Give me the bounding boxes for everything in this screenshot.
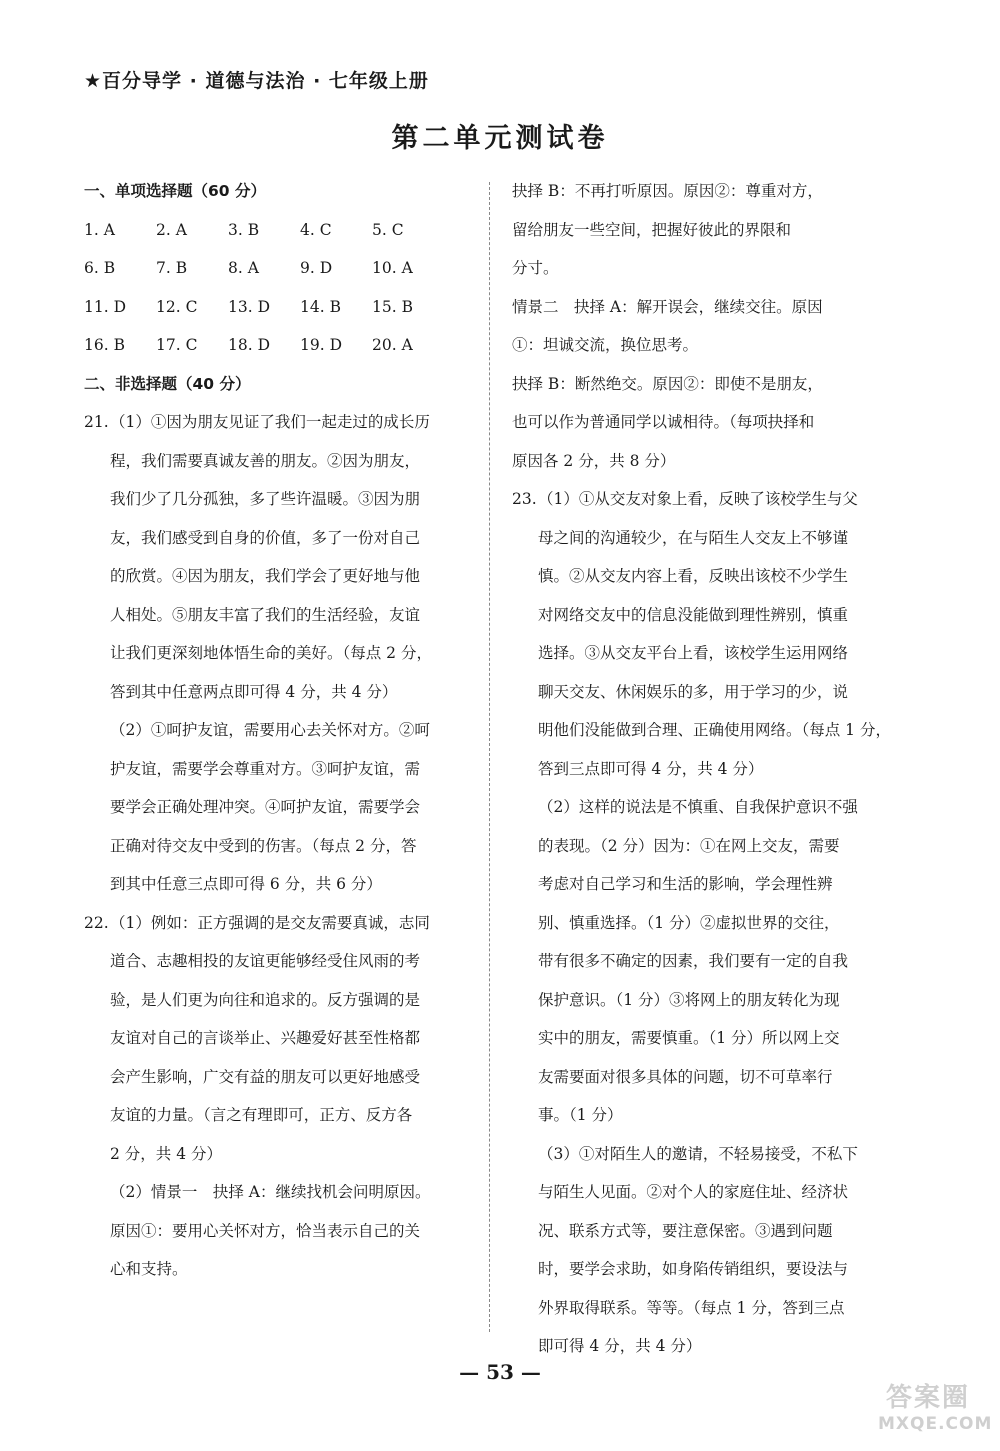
answer-line: 的欣赏。④因为朋友，我们学会了更好地与他 bbox=[110, 567, 421, 585]
answer-line: 情景二 抉择 A：解开误会，继续交往。原因 bbox=[512, 297, 823, 316]
answer-line: 程，我们需要真诚友善的朋友。②因为朋友， bbox=[110, 451, 421, 470]
answer-line: 心和支持。 bbox=[110, 1260, 188, 1278]
section-heading-mcq: 一、单项选择题（60 分） bbox=[84, 182, 266, 200]
mcq-row bbox=[84, 288, 484, 327]
answer-line: （2）①呵护友谊，需要用心去关怀对方。②呵 bbox=[110, 721, 430, 739]
mcq-answer: 16. B bbox=[84, 336, 125, 354]
answer-line: 验，是人们更为向往和追求的。反方强调的是 bbox=[110, 990, 421, 1009]
answer-line: 友需要面对很多具体的问题，切不可草率行 bbox=[538, 1067, 833, 1086]
answer-line: 即可得 4 分，共 4 分） bbox=[538, 1337, 702, 1355]
watermark-url: MXQE.COM bbox=[878, 1414, 993, 1434]
watermark-text: 答案圈 bbox=[885, 1383, 970, 1413]
answer-line: 对网络交友中的信息没能做到理性辨别，慎重 bbox=[538, 605, 849, 624]
answer-line: 保护意识。（1 分）③将网上的朋友转化为现 bbox=[538, 990, 840, 1009]
question-22-continued bbox=[512, 172, 902, 480]
column-divider bbox=[489, 182, 490, 1332]
mcq-answer: 6. B bbox=[84, 259, 116, 277]
answer-line: 明他们没能做到合理、正确使用网络。（每点 1 分， bbox=[538, 721, 891, 739]
answer-line: 要学会正确处理冲突。④呵护友谊，需要学会 bbox=[110, 798, 421, 816]
answer-line: 带有很多不确定的因素，我们要有一定的自我 bbox=[538, 952, 849, 970]
answer-line: （2）这样的说法是不慎重、自我保护意识不强 bbox=[538, 798, 858, 816]
answer-line: 2 分，共 4 分） bbox=[110, 1144, 223, 1163]
question-23 bbox=[512, 480, 902, 1366]
mcq-answer: 19. D bbox=[300, 336, 343, 354]
answer-line: 与陌生人见面。②对个人的家庭住址、经济状 bbox=[538, 1183, 849, 1201]
mcq-answer: 2. A bbox=[156, 220, 187, 239]
answer-line: 考虑对自己学习和生活的影响，学会理性辨 bbox=[538, 875, 833, 893]
answer-line: 到其中任意三点即可得 6 分，共 6 分） bbox=[110, 875, 382, 893]
answer-line: 分寸。 bbox=[512, 259, 559, 277]
answer-line: 时，要学会求助，如身陷传销组织，要设法与 bbox=[538, 1260, 849, 1278]
page-title: 第二单元测试卷 bbox=[391, 123, 609, 154]
answer-line: 人相处。⑤朋友丰富了我们的生活经验，友谊 bbox=[110, 605, 421, 624]
mcq-answer: 4. C bbox=[300, 220, 332, 239]
mcq-answer: 5. C bbox=[372, 220, 404, 239]
book-header: ★百分导学 · 道德与法治 · 七年级上册 bbox=[84, 70, 429, 92]
answer-line bbox=[84, 403, 484, 442]
answer-line: 选择。③从交友平台上看，该校学生运用网络 bbox=[538, 644, 849, 662]
mcq-answer: 17. C bbox=[156, 336, 198, 354]
watermark-logo bbox=[878, 1383, 993, 1443]
answer-line: ①：坦诚交流，换位思考。 bbox=[512, 336, 699, 354]
answer-line: 实中的朋友，需要慎重。（1 分）所以网上交 bbox=[538, 1029, 840, 1047]
answer-line: 会产生影响，广交有益的朋友可以更好地感受 bbox=[110, 1067, 421, 1086]
left-column bbox=[84, 172, 484, 1289]
answer-line: 护友谊，需要学会尊重对方。③呵护友谊，需 bbox=[110, 759, 421, 778]
mcq-answer: 18. D bbox=[228, 336, 271, 354]
answer-text: （1）例如：正方强调的是交友需要真诚，志同 bbox=[110, 913, 430, 932]
mcq-answer: 13. D bbox=[228, 297, 271, 316]
question-number: 21. bbox=[84, 413, 109, 431]
answer-line: 让我们更深刻地体悟生命的美好。（每点 2 分， bbox=[110, 644, 432, 662]
mcq-row bbox=[84, 326, 484, 365]
answer-line: 我们少了几分孤独，多了些许温暖。③因为朋 bbox=[110, 490, 421, 508]
answer-line: 答到三点即可得 4 分，共 4 分） bbox=[538, 759, 764, 778]
mcq-answer: 11. D bbox=[84, 297, 127, 316]
mcq-answer: 20. A bbox=[372, 336, 413, 354]
answer-line: 的表现。（2 分）因为：①在网上交友，需要 bbox=[538, 836, 840, 855]
answer-line: 抉择 B：断然绝交。原因②：即使不是朋友， bbox=[512, 374, 823, 393]
question-21 bbox=[84, 403, 484, 904]
mcq-answer: 9. D bbox=[300, 259, 333, 277]
mcq-answer: 7. B bbox=[156, 259, 188, 277]
answer-line: 别、慎重选择。（1 分）②虚拟世界的交往， bbox=[538, 913, 840, 932]
page-number: — 53 — bbox=[459, 1360, 541, 1384]
answer-line bbox=[512, 480, 902, 519]
mcq-answer: 15. B bbox=[372, 297, 413, 316]
question-number: 23. bbox=[512, 490, 537, 508]
mcq-answer: 10. A bbox=[372, 259, 413, 277]
answer-line: 外界取得联系。等等。（每点 1 分，答到三点 bbox=[538, 1298, 845, 1317]
section-heading-open: 二、非选择题（40 分） bbox=[84, 374, 251, 393]
answer-line: 母之间的沟通较少，在与陌生人交友上不够谨 bbox=[538, 528, 849, 547]
answer-line: 友谊对自己的言谈举止、兴趣爱好甚至性格都 bbox=[110, 1029, 421, 1047]
answer-line: 原因①：要用心关怀对方，恰当表示自己的关 bbox=[110, 1221, 421, 1240]
question-number: 22. bbox=[84, 913, 109, 932]
answer-line: 正确对待交友中受到的伤害。（每点 2 分，答 bbox=[110, 836, 417, 855]
answer-line: 况、联系方式等，要注意保密。③遇到问题 bbox=[538, 1221, 833, 1240]
answer-line: （3）①对陌生人的邀请，不轻易接受，不私下 bbox=[538, 1144, 858, 1163]
answer-line: 友，我们感受到自身的价值，多了一份对自己 bbox=[110, 528, 421, 547]
answer-line: 聊天交友、休闲娱乐的多，用于学习的少，说 bbox=[538, 682, 849, 701]
mcq-answers bbox=[84, 211, 484, 365]
mcq-answer: 1. A bbox=[84, 220, 115, 239]
answer-text: （1）①从交友对象上看，反映了该校学生与父 bbox=[538, 490, 858, 508]
answer-line: 也可以作为普通同学以诚相待。（每项抉择和 bbox=[512, 413, 815, 431]
question-22 bbox=[84, 904, 484, 1289]
answer-line: 原因各 2 分，共 8 分） bbox=[512, 451, 676, 470]
mcq-answer: 14. B bbox=[300, 297, 341, 316]
mcq-answer: 8. A bbox=[228, 259, 259, 277]
answer-line bbox=[84, 904, 484, 943]
answer-line: 抉择 B：不再打听原因。原因②：尊重对方， bbox=[512, 182, 823, 200]
mcq-answer: 12. C bbox=[156, 297, 198, 316]
mcq-row bbox=[84, 211, 484, 250]
mcq-row bbox=[84, 249, 484, 288]
right-column bbox=[512, 172, 902, 1366]
answer-line: 慎。②从交友内容上看，反映出该校不少学生 bbox=[538, 567, 849, 585]
answer-line: 留给朋友一些空间，把握好彼此的界限和 bbox=[512, 220, 792, 239]
answer-line: 事。（1 分） bbox=[538, 1106, 623, 1124]
mcq-answer: 3. B bbox=[228, 220, 260, 239]
answer-line: （2）情景一 抉择 A：继续找机会问明原因。 bbox=[110, 1183, 431, 1201]
answer-line: 友谊的力量。（言之有理即可，正方、反方各 bbox=[110, 1106, 413, 1124]
answer-line: 道合、志趣相投的友谊更能够经受住风雨的考 bbox=[110, 952, 421, 970]
answer-line: 答到其中任意两点即可得 4 分，共 4 分） bbox=[110, 682, 398, 701]
answer-text: （1）①因为朋友见证了我们一起走过的成长历 bbox=[110, 413, 430, 431]
